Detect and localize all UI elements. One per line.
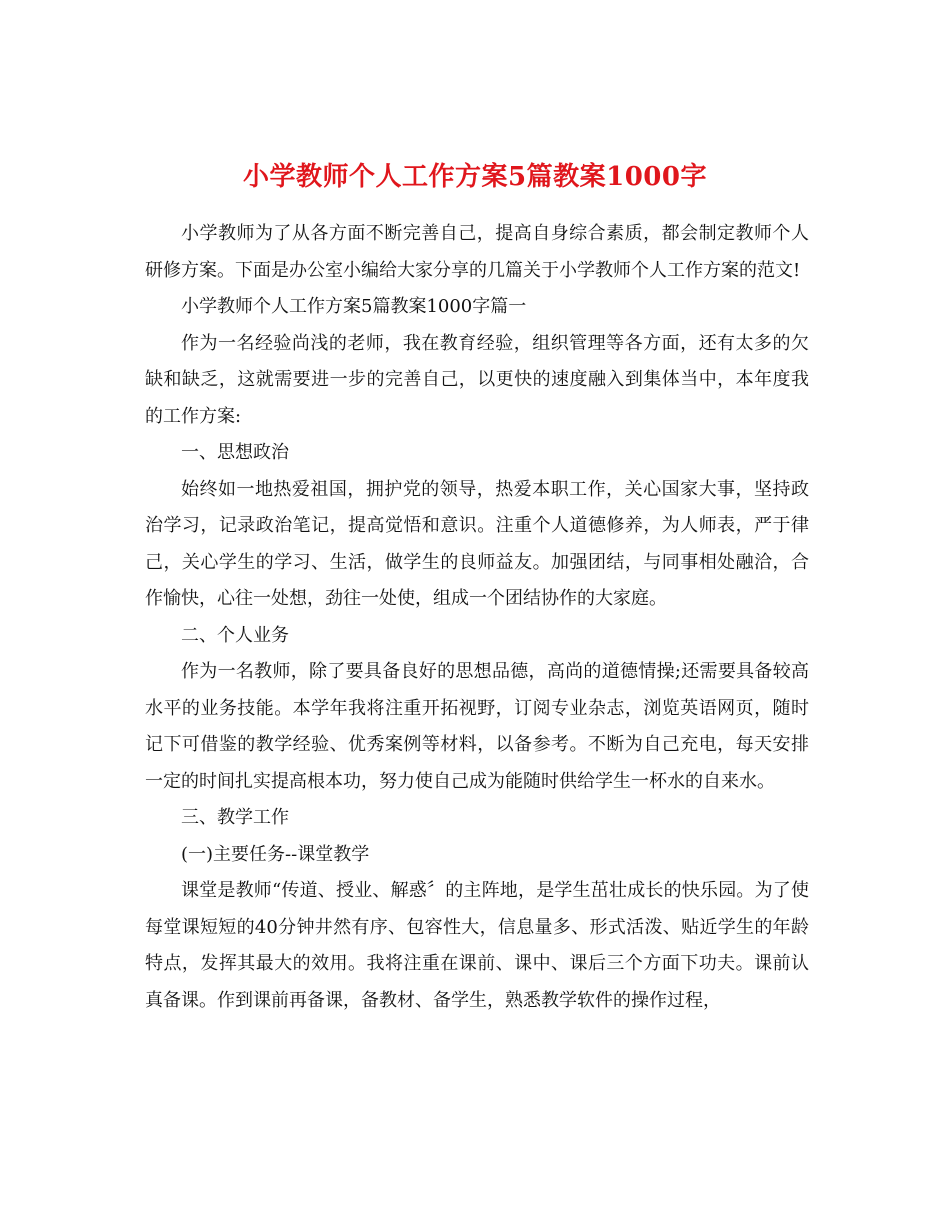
document-title: 小学教师个人工作方案5篇教案1000字 xyxy=(243,162,707,193)
paragraph-classroom-teaching: 课堂是教师“传道、授业、解惑〞的主阵地，是学生茁壮成长的快乐园。为了使每堂课短短的40分钟井然有序、包容性大，信息量多、形式活泼、贴近学生的年龄特点，发挥其最大的效用。我将注重在课前、课中、课后三个方面下功夫。课前认真备课。作到课前再备课，备教材、备学生，熟悉教学软件的操作过程， xyxy=(145,880,809,1011)
document-body xyxy=(145,216,809,1019)
section-heading-article-one: 小学教师个人工作方案5篇教案1000字篇一 xyxy=(181,296,527,317)
heading-ideology-politics: 一、思想政治 xyxy=(181,442,289,463)
subheading-main-task: (一)主要任务--课堂教学 xyxy=(181,843,370,865)
heading-teaching-work: 三、教学工作 xyxy=(181,807,289,828)
paragraph-personal-business: 作为一名教师，除了要具备良好的思想品德，高尚的道德情操;还需要具备较高水平的业务技能。本学年我将注重开拓视野，订阅专业杂志，浏览英语网页，随时记下可借鉴的教学经验、优秀案例等材料，以备参考。不断为自己充电，每天安排一定的时间扎实提高根本功，努力使自己成为能随时供给学生一杯水的自来水。 xyxy=(145,661,809,792)
intro-paragraph: 小学教师为了从各方面不断完善自己，提高自身综合素质，都会制定教师个人研修方案。下面是办公室小编给大家分享的几篇关于小学教师个人工作方案的范文! xyxy=(145,223,809,281)
paragraph-plan-intro: 作为一名经验尚浅的老师，我在教育经验，组织管理等各方面，还有太多的欠缺和缺乏，这就需要进一步的完善自己，以更快的速度融入到集体当中，本年度我的工作方案: xyxy=(145,332,809,427)
paragraph-ideology-politics: 始终如一地热爱祖国，拥护党的领导，热爱本职工作，关心国家大事，坚持政治学习，记录政治笔记，提高觉悟和意识。注重个人道德修养，为人师表，严于律己，关心学生的学习、生活，做学生的良师益友。加强团结，与同事相处融洽，合作愉快，心往一处想，劲往一处使，组成一个团结协作的大家庭。 xyxy=(145,478,809,609)
heading-personal-business: 二、个人业务 xyxy=(181,624,289,646)
